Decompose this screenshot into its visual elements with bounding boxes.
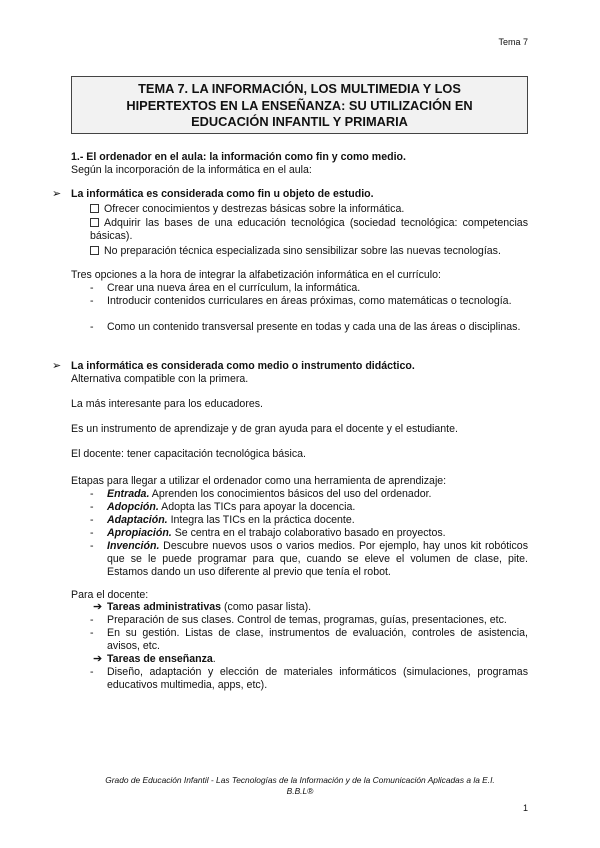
checkbox-item-text: Ofrecer conocimientos y destrezas básicas sobre la informática. [104,203,405,215]
chapter-title-box [71,76,528,134]
checkbox-icon [90,218,99,227]
subsection-heading-medio: La informática es considerada como medio o instrumento didáctico. [71,360,415,372]
footer-line: B.B.L® [286,786,314,796]
checkbox-icon [90,204,99,213]
stage-text: Aprenden los conocimientos básicos del uso del ordenador. [149,488,432,500]
checkbox-item [90,203,528,216]
stage-name: Adopción. [107,501,159,513]
paragraph: Es un instrumento de aprendizaje y de gran ayuda para el docente y el estudiante. [71,423,458,435]
stage-text: Integra las TICs en la práctica docente. [167,514,355,526]
stage-text: Descubre nuevos usos o varios medios. Por ejemplo, hay unos kit robóticos que se le puede programar para que, cuando se eleve el volumen de clase, pite. Estamos dando un uso diferente al previo que tenía el robot. [107,540,528,578]
stage-name: Entrada. [107,488,150,500]
task-heading-text: Tareas administrativas [107,601,222,613]
task-heading-text: Tareas de enseñanza [107,653,213,665]
list-item-text: En su gestión. Listas de clase, instrumentos de evaluación, controles de asistencia, avisos, etc. [107,627,528,652]
section-intro: Según la incorporación de la informática en el aula: [71,164,312,176]
stage-name: Invención. [107,540,160,552]
paragraph: Para el docente: [71,589,149,601]
title-line: HIPERTEXTOS EN LA ENSEÑANZA: SU UTILIZACIÓN EN [126,97,473,113]
page-number: 1 [522,803,528,813]
paragraph: Tres opciones a la hora de integrar la alfabetización informática en el currículo: [71,269,441,281]
stage-text: Adopta las TICs para apoyar la docencia. [158,501,356,513]
task-heading-note: (como pasar lista). [221,601,312,613]
task-heading-admin [107,601,311,614]
subsection-heading-fin: La informática es considerada como fin u objeto de estudio. [71,188,374,200]
paragraph: Alternativa compatible con la primera. [71,373,249,385]
list-item-text: Diseño, adaptación y elección de materiales informáticos (simulaciones, programas educativos multimedia, apps, etc). [107,666,528,691]
checkbox-item [90,217,528,243]
stage-name: Adaptación. [107,514,168,526]
arrow-bullet-icon: ➢ [52,188,62,200]
list-item-text: Crear una nueva área en el currículum, la informática. [107,282,361,294]
checkbox-item-text: Adquirir las bases de una educación tecnológica (sociedad tecnológica: competencias básicas). [90,217,528,242]
right-arrow-icon: ➔ [93,653,103,665]
title-line: TEMA 7. LA INFORMACIÓN, LOS MULTIMEDIA Y LOS [138,81,461,96]
list-item-text: Introducir contenidos curriculares en áreas próximas, como matemáticas o tecnología. [107,295,512,307]
checkbox-item-text: No preparación técnica especializada sino sensibilizar sobre las nuevas tecnologías. [104,245,501,257]
section-heading: 1.- El ordenador en el aula: la información como fin y como medio. [71,151,406,163]
arrow-bullet-icon: ➢ [52,360,62,372]
page-footer [60,775,540,797]
checkbox-icon [90,246,99,255]
paragraph: El docente: tener capacitación tecnológica básica. [71,448,306,460]
right-arrow-icon: ➔ [93,601,103,613]
list-item-text: Preparación de sus clases. Control de temas, programas, guías, presentaciones, etc. [107,614,507,626]
title-line: EDUCACIÓN INFANTIL Y PRIMARIA [191,114,408,129]
task-heading-dot: . [212,653,216,665]
task-heading-ensenanza [107,653,216,666]
running-header: Tema 7 [498,37,528,47]
paragraph: Etapas para llegar a utilizar el ordenador como una herramienta de aprendizaje: [71,475,447,487]
list-item-text: Como un contenido transversal presente en todas y cada una de las áreas o disciplinas. [107,321,521,333]
checkbox-item [90,245,528,258]
footer-line: Grado de Educación Infantil - Las Tecnologías de la Información y de la Comunicación Aplicadas a la E.I. [105,775,495,785]
stage-name: Apropiación. [107,527,172,539]
stage-text: Se centra en el trabajo colaborativo basado en proyectos. [171,527,446,539]
paragraph: La más interesante para los educadores. [71,398,263,410]
